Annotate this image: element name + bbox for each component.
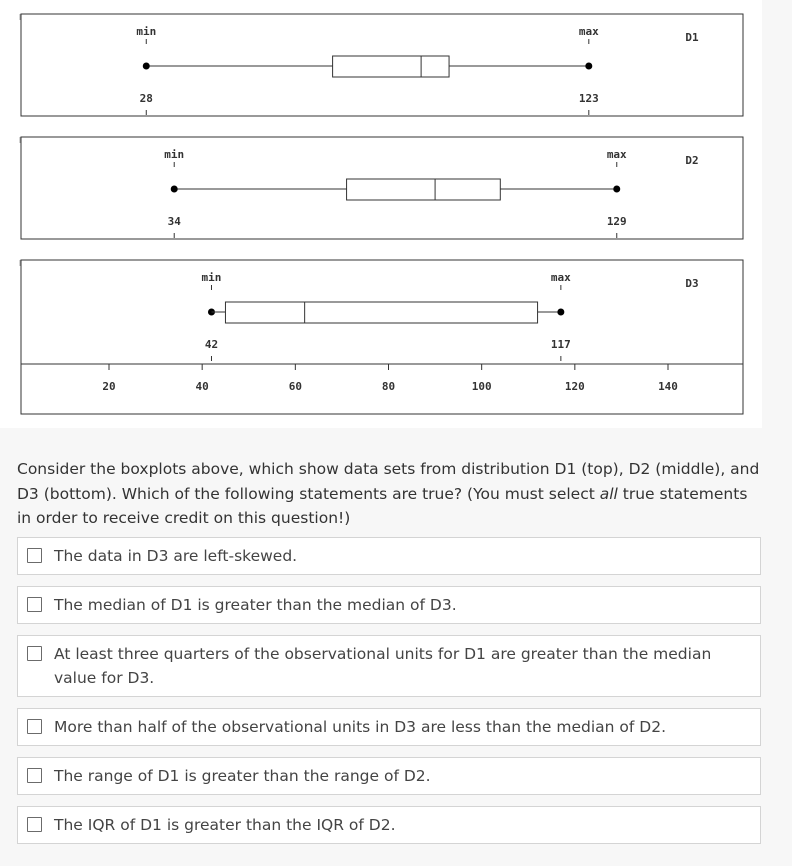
- checkbox[interactable]: [27, 646, 42, 661]
- x-tick-label: 100: [471, 380, 492, 393]
- max-value: 123: [578, 92, 599, 105]
- iqr-box: [347, 179, 501, 200]
- checkbox[interactable]: [27, 597, 42, 612]
- x-tick-label: 20: [102, 380, 116, 393]
- min-label: min: [164, 148, 185, 161]
- series-name: D2: [685, 154, 699, 167]
- answer-option-1[interactable]: [17, 537, 761, 575]
- answer-option-5[interactable]: [17, 757, 761, 795]
- boxplot-figure: [0, 0, 762, 428]
- question-text: [17, 457, 762, 531]
- question-part-1: Consider the boxplots above, which show data sets from distribution D1 (top), D2 (middle), and D3 (bottom). Which of the following statements are true? (You must select: [17, 460, 760, 503]
- series-name: D1: [685, 31, 699, 44]
- answer-option-label: The median of D1 is greater than the median of D3.: [54, 596, 457, 614]
- checkbox[interactable]: [27, 768, 42, 783]
- x-tick-label: 140: [658, 380, 678, 393]
- iqr-box: [333, 56, 449, 77]
- question-emphasis: all: [599, 484, 618, 503]
- max-point: [613, 186, 620, 193]
- checkbox[interactable]: [27, 548, 42, 563]
- max-label: max: [550, 271, 571, 284]
- max-label: max: [578, 25, 599, 38]
- max-point: [557, 309, 564, 316]
- min-value: 28: [139, 92, 153, 105]
- answer-option-label: The range of D1 is greater than the range of D2.: [54, 767, 431, 785]
- boxplot-chart: [0, 0, 762, 428]
- max-point: [585, 63, 592, 70]
- x-tick-label: 40: [195, 380, 209, 393]
- boxplot-d2: [20, 137, 743, 239]
- boxplot-d1: [20, 14, 743, 116]
- max-value: 129: [606, 215, 627, 228]
- checkbox[interactable]: [27, 719, 42, 734]
- answer-option-6[interactable]: [17, 806, 761, 844]
- checkbox[interactable]: [27, 817, 42, 832]
- min-label: min: [201, 271, 222, 284]
- iqr-box: [225, 302, 537, 323]
- x-axis: [21, 364, 743, 414]
- x-tick-label: 120: [564, 380, 585, 393]
- min-point: [171, 186, 178, 193]
- boxplot-d3: [20, 260, 743, 364]
- min-value: 34: [167, 215, 181, 228]
- answer-option-3[interactable]: [17, 635, 761, 697]
- min-point: [143, 63, 150, 70]
- answer-option-4[interactable]: [17, 708, 761, 746]
- min-value: 42: [204, 338, 219, 351]
- answer-option-label: More than half of the observational units in D3 are less than the median of D2.: [54, 718, 667, 736]
- max-value: 117: [550, 338, 571, 351]
- x-tick-label: 60: [288, 380, 302, 393]
- answer-option-2[interactable]: [17, 586, 761, 624]
- answer-option-label: At least three quarters of the observational units for D1 are greater than the median value for D3.: [54, 645, 712, 687]
- question-part-2: true statements in order to receive credit on this question!): [17, 484, 748, 527]
- min-label: min: [136, 25, 157, 38]
- max-label: max: [606, 148, 627, 161]
- answer-option-label: The data in D3 are left-skewed.: [54, 547, 298, 565]
- series-name: D3: [685, 277, 699, 290]
- answer-option-label: The IQR of D1 is greater than the IQR of D2.: [54, 816, 396, 834]
- x-tick-label: 80: [381, 380, 396, 393]
